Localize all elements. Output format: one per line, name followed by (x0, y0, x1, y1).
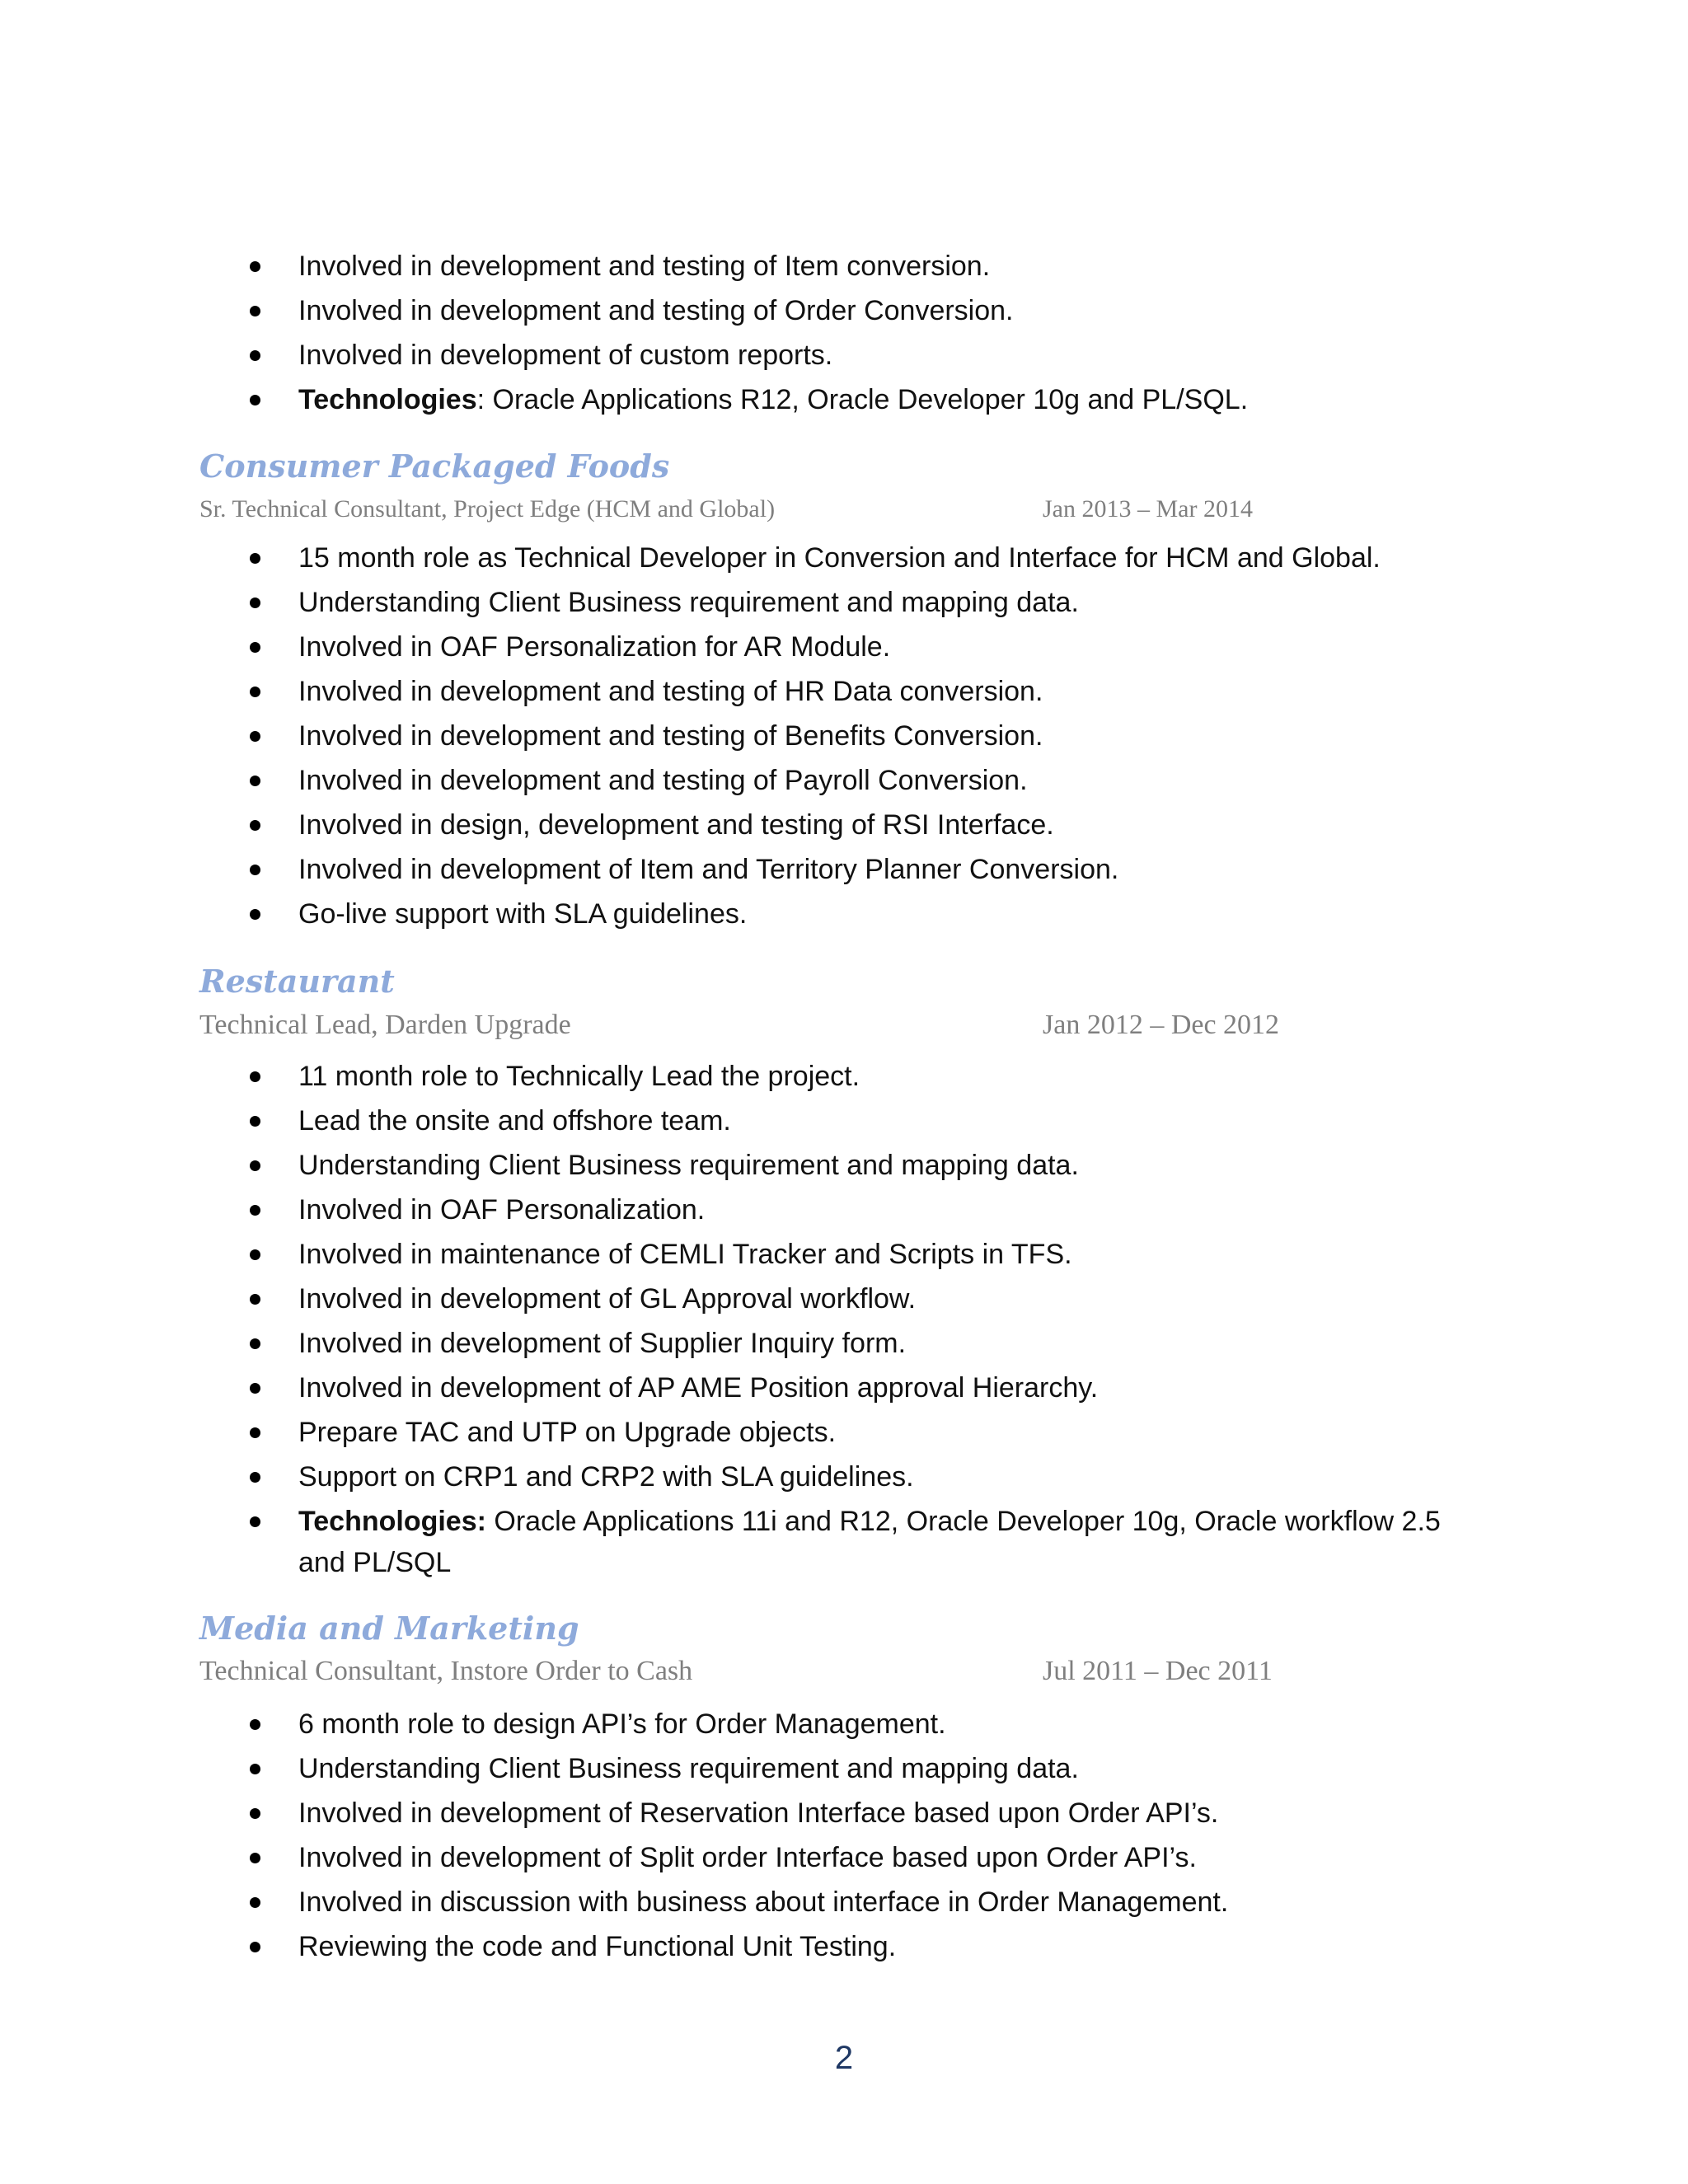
list-item (0, 1367, 1525, 1412)
bullet-dot-icon (250, 1249, 260, 1260)
bullet-dot-icon (250, 820, 260, 831)
bullet-dot-icon (250, 553, 260, 564)
list-item (0, 1882, 1525, 1926)
list-item (0, 1189, 1525, 1234)
list-item-text: Prepare TAC and UTP on Upgrade objects. (298, 1417, 837, 1448)
list-item (0, 1837, 1525, 1882)
bullet-dot-icon (250, 1942, 260, 1952)
list-item (0, 1748, 1525, 1793)
list-item-text: Involved in OAF Personalization for AR Module. (298, 631, 891, 663)
bullet-dot-icon (250, 1516, 260, 1527)
page-number: 2 (834, 2040, 854, 2076)
list-item (0, 626, 1525, 671)
list-item (0, 1100, 1525, 1145)
section-bullet-list (0, 1704, 1525, 1971)
bullet-dot-icon (250, 1764, 260, 1774)
list-item (0, 1323, 1525, 1367)
section-title-consumer-packaged-foods: Consumer Packaged Foods (199, 448, 670, 485)
bullet-dot-icon (250, 1427, 260, 1438)
list-item (0, 671, 1525, 715)
bullet-dot-icon (250, 598, 260, 608)
role-dates: Jul 2011 – Dec 2011 (1043, 1656, 1273, 1686)
bullet-dot-icon (250, 306, 260, 316)
list-item-text: Involved in OAF Personalization. (298, 1194, 706, 1226)
section-bullet-list (0, 1056, 1525, 1583)
list-item (0, 582, 1525, 626)
list-item-text: Involved in development of custom reports. (298, 340, 833, 371)
list-item-text: Involved in design, development and testing of RSI Interface. (298, 809, 1054, 841)
list-item (0, 379, 1525, 424)
section-bullet-list (0, 537, 1525, 938)
bullet-dot-icon (250, 350, 260, 361)
list-item-text: Reviewing the code and Functional Unit Testing. (298, 1931, 897, 1962)
bullet-dot-icon (250, 1853, 260, 1863)
bullet-dot-icon (250, 1116, 260, 1127)
list-item-text: Go-live support with SLA guidelines. (298, 898, 748, 930)
list-item-text: Understanding Client Business requirement and mapping data. (298, 587, 1079, 618)
list-item (0, 849, 1525, 893)
list-item-text: Oracle Applications 11i and R12, Oracle Developer 10g, Oracle workflow 2.5 and PL/SQL (298, 1506, 1441, 1578)
bullet-dot-icon (250, 1719, 260, 1730)
list-item (0, 715, 1525, 760)
list-item-text: Involved in development and testing of Payroll Conversion. (298, 765, 1028, 796)
list-item (0, 760, 1525, 804)
list-item-text: Lead the onsite and offshore team. (298, 1105, 731, 1137)
bullet-dot-icon (250, 1897, 260, 1908)
list-item-text: Involved in development of Item and Territory Planner Conversion. (298, 854, 1119, 885)
list-item (0, 1412, 1525, 1456)
list-item-text: 6 month role to design API’s for Order Management. (298, 1708, 946, 1740)
list-item-text: Involved in discussion with business about interface in Order Management. (298, 1886, 1229, 1918)
list-item-text: Involved in development of Reservation Interface based upon Order API’s. (298, 1797, 1219, 1829)
role-dates: Jan 2012 – Dec 2012 (1043, 1010, 1280, 1040)
list-item-text: 11 month role to Technically Lead the project. (298, 1061, 860, 1092)
bullet-dot-icon (250, 687, 260, 697)
list-item-text: Involved in development and testing of Item conversion. (298, 251, 991, 282)
list-item-text: Involved in development of Split order Interface based upon Order API’s. (298, 1842, 1197, 1873)
list-item (0, 804, 1525, 849)
list-item-text: Involved in development of GL Approval workflow. (298, 1283, 917, 1315)
list-item (0, 246, 1525, 290)
list-item (0, 1278, 1525, 1323)
list-item (0, 893, 1525, 938)
role-title: Sr. Technical Consultant, Project Edge (HCM and Global) (199, 495, 776, 523)
bullet-dot-icon (250, 909, 260, 920)
list-item (0, 1793, 1525, 1837)
bullet-dot-icon (250, 1205, 260, 1216)
bullet-dot-icon (250, 1294, 260, 1305)
section-title-media-and-marketing: Media and Marketing (199, 1610, 579, 1647)
list-item-text: Involved in development and testing of Order Conversion. (298, 295, 1014, 326)
list-item-bold-label: Technologies: (298, 1506, 486, 1537)
list-item-bold-label: Technologies (298, 384, 477, 415)
bullet-dot-icon (250, 776, 260, 786)
list-item (0, 335, 1525, 379)
bullet-dot-icon (250, 731, 260, 742)
list-item-text: Involved in maintenance of CEMLI Tracker and Scripts in TFS. (298, 1239, 1072, 1270)
list-item-text: 15 month role as Technical Developer in Conversion and Interface for HCM and Global. (298, 542, 1381, 574)
section-title-restaurant: Restaurant (199, 963, 395, 1000)
bullet-dot-icon (250, 865, 260, 875)
bullet-dot-icon (250, 395, 260, 405)
intro-bullet-list (0, 246, 1525, 424)
bullet-dot-icon (250, 642, 260, 653)
bullet-dot-icon (250, 1808, 260, 1819)
list-item (0, 290, 1525, 335)
role-dates: Jan 2013 – Mar 2014 (1043, 495, 1253, 523)
role-title: Technical Consultant, Instore Order to Cash (199, 1656, 693, 1686)
bullet-dot-icon (250, 1160, 260, 1171)
list-item-text: Involved in development of Supplier Inquiry form. (298, 1328, 907, 1359)
list-item-text: : Oracle Applications R12, Oracle Developer 10g and PL/SQL. (476, 384, 1249, 415)
list-item (0, 1145, 1525, 1189)
list-item (0, 1234, 1525, 1278)
list-item (0, 1501, 1525, 1583)
list-item-text: Involved in development of AP AME Position approval Hierarchy. (298, 1372, 1099, 1404)
bullet-dot-icon (250, 1338, 260, 1349)
list-item (0, 1456, 1525, 1501)
list-item-text: Understanding Client Business requirement and mapping data. (298, 1753, 1079, 1784)
list-item (0, 1056, 1525, 1100)
list-item-text: Understanding Client Business requirement and mapping data. (298, 1150, 1079, 1181)
bullet-dot-icon (250, 261, 260, 272)
bullet-dot-icon (250, 1472, 260, 1483)
list-item (0, 1704, 1525, 1748)
list-item (0, 537, 1525, 582)
bullet-dot-icon (250, 1071, 260, 1082)
bullet-dot-icon (250, 1383, 260, 1394)
list-item-text: Involved in development and testing of HR Data conversion. (298, 676, 1043, 707)
list-item (0, 1926, 1525, 1971)
role-title: Technical Lead, Darden Upgrade (199, 1010, 571, 1040)
list-item-text: Involved in development and testing of Benefits Conversion. (298, 720, 1043, 752)
list-item-text: Support on CRP1 and CRP2 with SLA guidelines. (298, 1461, 914, 1493)
